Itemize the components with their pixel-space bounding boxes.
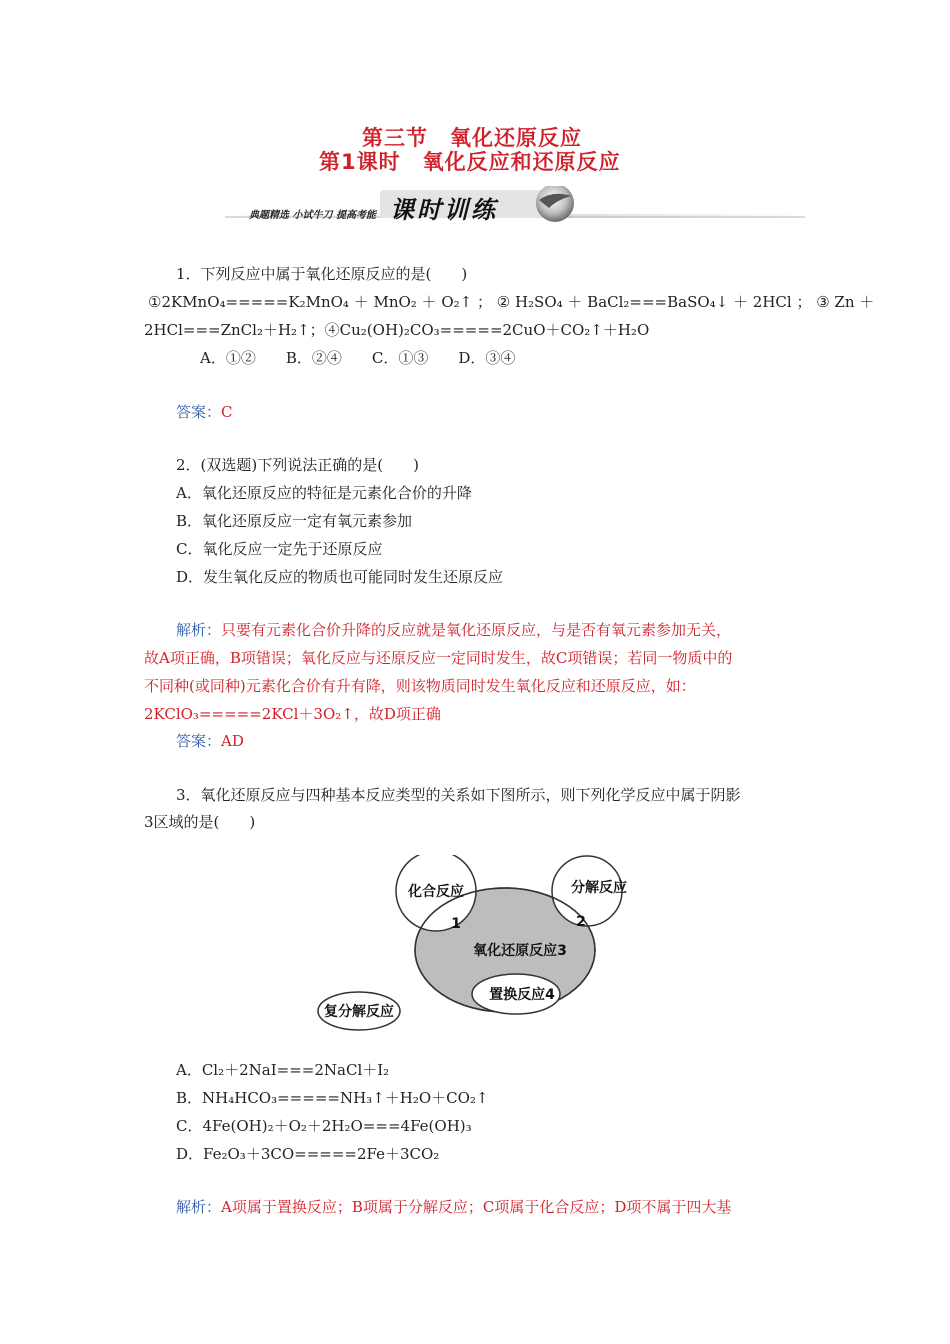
label-combination: 化合反应 <box>408 884 464 900</box>
label-decomposition: 分解反应 <box>571 880 627 896</box>
q3-option-c: C．4Fe(OH)₂＋O₂＋2H₂O===4Fe(OH)₃ <box>176 1117 472 1135</box>
label-region2: 2 <box>576 914 586 930</box>
q1-reactions-line2: 2HCl===ZnCl₂＋H₂↑；④Cu₂(OH)₂CO₃=====2CuO＋CO₂↑＋H₂O <box>144 321 650 339</box>
analysis-text: A项属于置换反应；B项属于分解反应；C项属于化合反应；D项不属于四大基 <box>221 1198 732 1216</box>
q2-analysis-line3: 不同种(或同种)元素化合价有升有降，则该物质同时发生氧化反应和还原反应，如： <box>144 677 696 695</box>
answer-label: 答案： <box>176 403 222 421</box>
banner-heading: 课时训练 <box>390 196 498 224</box>
q2-analysis-line2: 故A项正确，B项错误；氧化反应与还原反应一定同时发生，故C项错误；若同一物质中的 <box>144 649 733 667</box>
analysis-label: 解析： <box>176 621 222 639</box>
q3-analysis-line1 <box>176 1197 731 1217</box>
q1-answer <box>176 402 233 422</box>
analysis-text: 只要有元素化合价升降的反应就是氧化还原反应，与是否有氧元素参加无关， <box>221 621 732 639</box>
label-double-decomposition: 复分解反应 <box>324 1004 394 1020</box>
answer-value: AD <box>221 732 244 750</box>
q2-option-a: A．氧化还原反应的特征是元素化合价的升降 <box>176 484 472 502</box>
label-redox: 氧化还原反应3 <box>473 943 567 959</box>
label-replacement: 置换反应4 <box>489 987 555 1003</box>
q3-stem-line2: 3区域的是( ) <box>144 813 256 831</box>
answer-label: 答案： <box>176 732 222 750</box>
q2-answer <box>176 731 244 751</box>
page-title: 第三节 氧化还原反应 <box>362 126 582 150</box>
q1-stem: 1．下列反应中属于氧化还原反应的是( ) <box>176 265 468 283</box>
q2-stem: 2．(双选题)下列说法正确的是( ) <box>176 456 419 474</box>
q3-option-a: A．Cl₂＋2NaI===2NaCl＋I₂ <box>176 1061 390 1079</box>
q3-option-b: B．NH₄HCO₃=====NH₃↑＋H₂O＋CO₂↑ <box>176 1089 489 1107</box>
q1-options: A．①② B．②④ C．①③ D．③④ <box>200 349 516 367</box>
analysis-label: 解析： <box>176 1198 222 1216</box>
q1-reactions-line1: ①2KMnO₄=====K₂MnO₄ ＋ MnO₂ ＋ O₂↑ ； ② H₂SO₄ ＋ BaCl₂===BaSO₄↓ ＋ 2HCl ； ③ Zn ＋ <box>148 293 875 311</box>
q3-option-d: D．Fe₂O₃＋3CO=====2Fe＋3CO₂ <box>176 1145 440 1163</box>
q2-option-c: C．氧化反应一定先于还原反应 <box>176 540 383 558</box>
q2-option-d: D．发生氧化反应的物质也可能同时发生还原反应 <box>176 568 504 586</box>
banner-tagline: 典题精选 小试牛刀 提高考能 <box>249 210 376 221</box>
q2-option-b: B．氧化还原反应一定有氧元素参加 <box>176 512 413 530</box>
section-banner <box>205 186 815 226</box>
answer-value: C <box>221 403 233 421</box>
page-subtitle: 第1课时 氧化反应和还原反应 <box>319 150 621 174</box>
reaction-type-diagram <box>310 855 640 1045</box>
q2-analysis-line1 <box>176 620 731 640</box>
q3-stem-line1: 3．氧化还原反应与四种基本反应类型的关系如下图所示，则下列化学反应中属于阴影 <box>176 786 741 804</box>
label-region1: 1 <box>451 916 461 932</box>
q2-analysis-line4: 2KClO₃=====2KCl＋3O₂↑，故D项正确 <box>144 705 441 723</box>
